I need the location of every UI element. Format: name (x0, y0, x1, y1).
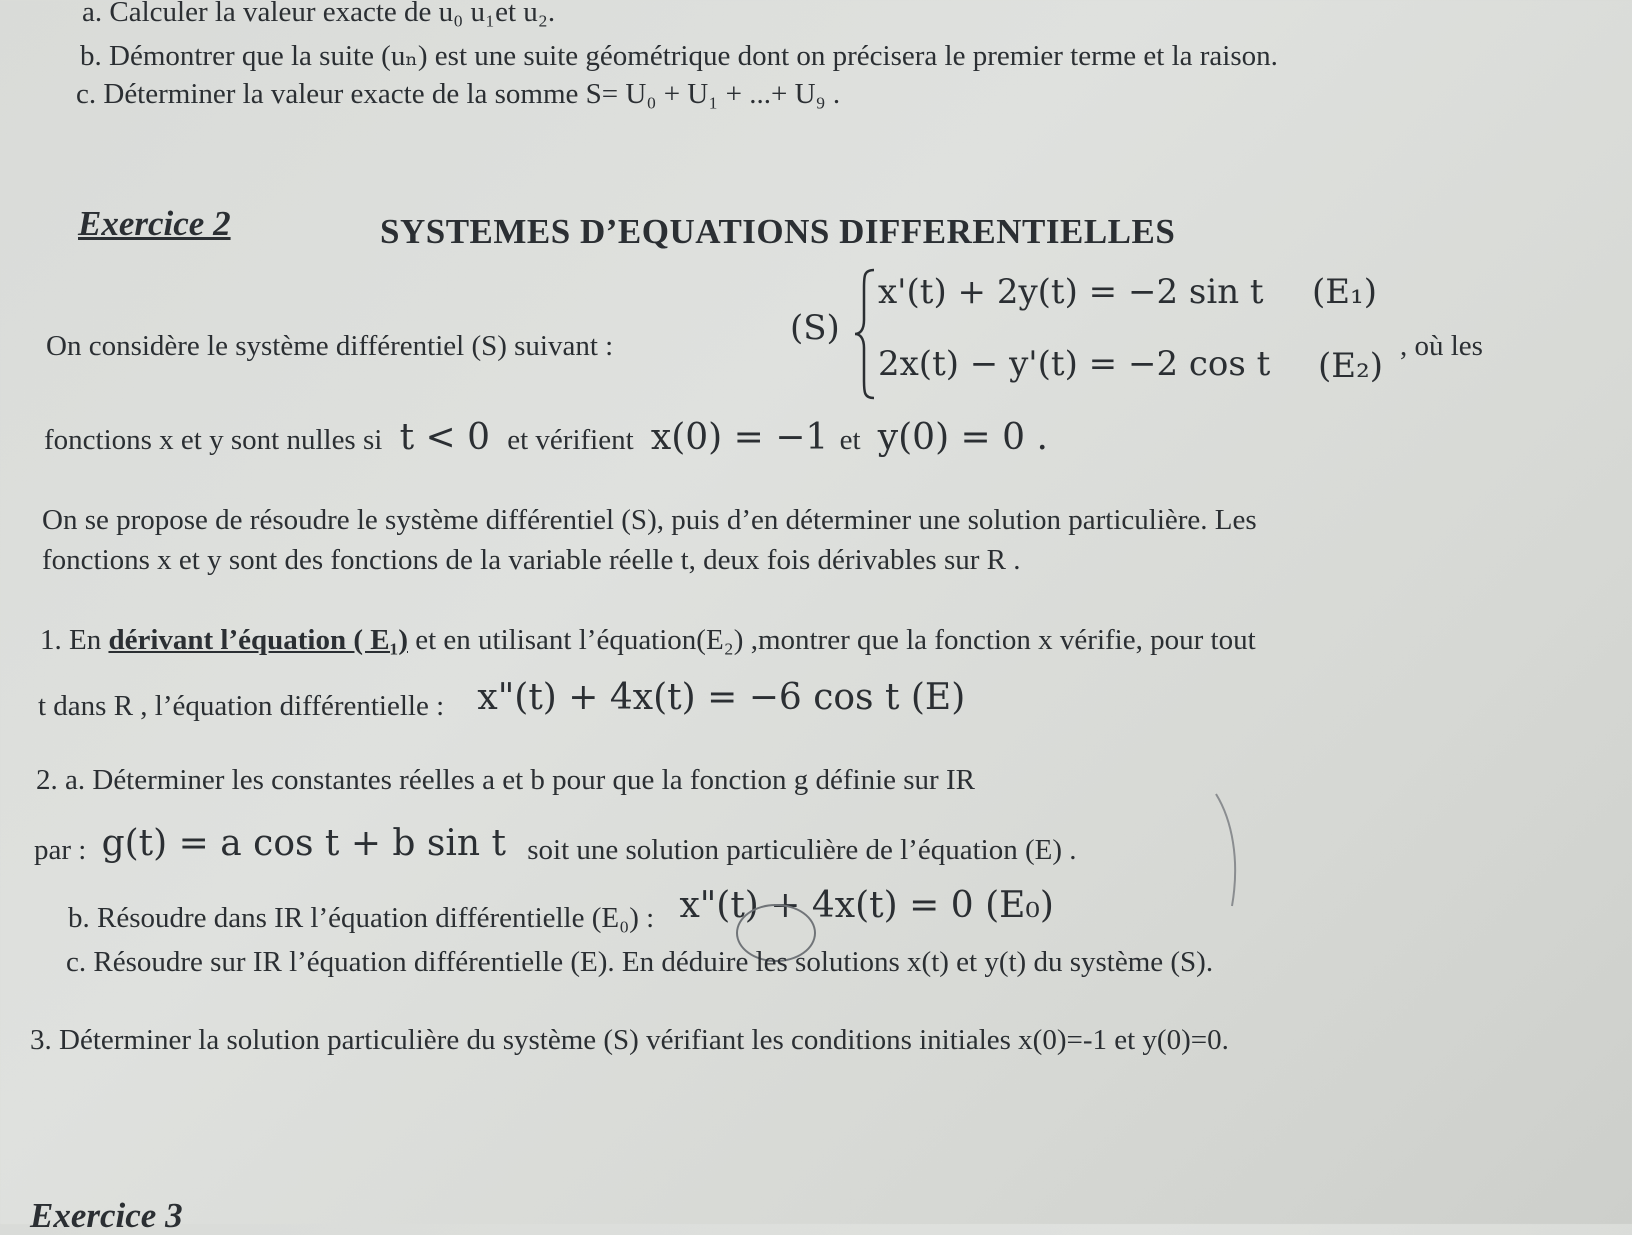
item-b: b. Démontrer que la suite (uₙ) est une suite géométrique dont on précisera le premier terme et la raison. (80, 40, 1278, 72)
intro-text: On considère le système différentiel (S) suivant : (46, 330, 614, 362)
question-2b (68, 885, 1054, 934)
para1-line1: On se propose de résoudre le système différentiel (S), puis d’en déterminer une solution particulière. Les (42, 504, 1257, 536)
question-2c: c. Résoudre sur IR l’équation différentielle (E). En déduire les solutions x(t) et y(t) du système (S). (66, 946, 1214, 978)
item-c: c. Déterminer la valeur exacte de la somme S= U₀ + U₁ + ...+ U₉ . (76, 78, 841, 110)
question-3: 3. Déterminer la solution particulière du système (S) vérifiant les conditions initiales x(0)=-1 et y(0)=0. (30, 1024, 1229, 1056)
q2a-function-g: g(t) = a cos t + b sin t (101, 823, 506, 864)
conditions-line (44, 417, 1048, 458)
q1-equation-e: x"(t) + 4x(t) = −6 cos t (E) (477, 677, 966, 718)
equation-e2-tag: (E₂) (1318, 346, 1383, 386)
cond-text-1: fonctions x et y sont nulles si (44, 424, 383, 456)
exercise-2-title: SYSTEMES D’EQUATIONS DIFFERENTIELLES (380, 212, 1176, 251)
question-1-line2 (38, 677, 966, 722)
cond-math-3: y(0) = 0 . (877, 417, 1048, 458)
q2a-tail: soit une solution particulière de l’équation (E) . (527, 834, 1077, 866)
q2b-text: b. Résoudre dans IR l’équation différentielle (E₀) : (68, 902, 655, 934)
q2b-equation-e0: x"(t) + 4x(t) = 0 (E₀) (679, 885, 1054, 926)
q2a-par: par : (34, 834, 87, 866)
item-a: a. Calculer la valeur exacte de u₀ u₁et u₂. (82, 0, 556, 28)
question-1-line1 (40, 626, 1256, 655)
q1-rest: et en utilisant l’équation(E₂) ,montrer que la fonction x vérifie, pour tout (407, 624, 1256, 656)
cond-math-2: x(0) = −1 (650, 417, 829, 458)
para1-line2: fonctions x et y sont des fonctions de la variable réelle t, deux fois dérivables sur R . (42, 544, 1021, 576)
exercise-2-label: Exercice 2 (78, 204, 231, 243)
pencil-mark-icon (1210, 790, 1250, 910)
system-label: (S) (790, 308, 840, 348)
cond-text-2: et vérifient (507, 424, 634, 456)
question-2a-line2 (34, 823, 1077, 866)
q1-line2-text: t dans R , l’équation différentielle : (38, 690, 445, 722)
q1-start: 1. En (40, 624, 109, 656)
exercise-3-label: Exercice 3 (30, 1196, 183, 1235)
left-brace-icon (852, 268, 878, 400)
equation-e1: x'(t) + 2y(t) = −2 sin t (878, 272, 1264, 312)
equation-e1-tag: (E₁) (1312, 272, 1377, 312)
equation-e2: 2x(t) − y'(t) = −2 cos t (878, 344, 1271, 384)
question-2a-line1: 2. a. Déterminer les constantes réelles a et b pour que la fonction g définie sur IR (36, 764, 975, 796)
q1-bold: dérivant l’équation ( E₁) (108, 624, 408, 656)
cond-text-3: et (839, 424, 861, 456)
intro-tail: , où les (1400, 330, 1483, 362)
cond-math-1: t < 0 (399, 417, 490, 458)
